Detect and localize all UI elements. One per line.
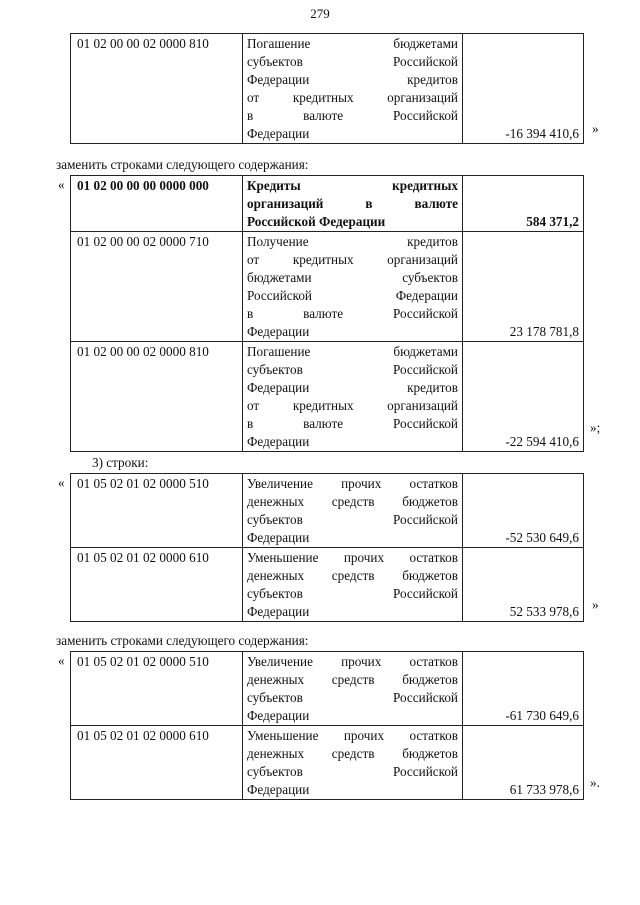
row-code: 01 02 00 00 02 0000 810 <box>71 34 243 144</box>
row-code: 01 02 00 00 02 0000 710 <box>71 232 243 342</box>
table-row <box>71 474 584 548</box>
table-row <box>71 652 584 726</box>
table-row <box>71 34 584 144</box>
row-code: 01 05 02 01 02 0000 610 <box>71 548 243 622</box>
opening-quote: « <box>58 177 65 192</box>
row-description: Уменьшение прочих остатков денежных средств бюджетов субъектов Российской Федерации <box>243 726 463 800</box>
row-amount: -22 594 410,6 <box>463 342 584 452</box>
table-row <box>71 548 584 622</box>
instruction-text: заменить строками следующего содержания: <box>56 633 309 648</box>
row-code: 01 05 02 01 02 0000 510 <box>71 474 243 548</box>
row-description: Получение кредитов от кредитных организаций бюджетами субъектов Российской Федерации в валюте Российской Федерации <box>243 232 463 342</box>
instruction-text: заменить строками следующего содержания: <box>56 157 309 172</box>
table-block-3 <box>70 473 584 622</box>
row-amount: -61 730 649,6 <box>463 652 584 726</box>
page-number: 279 <box>310 6 330 21</box>
row-code: 01 02 00 00 00 0000 000 <box>71 176 243 232</box>
opening-quote: « <box>58 653 65 668</box>
table-row <box>71 726 584 800</box>
opening-quote: « <box>58 475 65 490</box>
row-description: Увеличение прочих остатков денежных средств бюджетов субъектов Российской Федерации <box>243 652 463 726</box>
row-code: 01 05 02 01 02 0000 510 <box>71 652 243 726</box>
table-row <box>71 176 584 232</box>
table-block-1 <box>70 33 584 144</box>
closing-quote: » <box>592 597 599 612</box>
table-row <box>71 342 584 452</box>
table-row <box>71 232 584 342</box>
row-description: Погашение бюджетами субъектов Российской Федерации кредитов от кредитных организаций в валюте Российской Федерации <box>243 342 463 452</box>
table-block-2 <box>70 175 584 452</box>
row-amount: 61 733 978,6 <box>463 726 584 800</box>
row-amount: -16 394 410,6 <box>463 34 584 144</box>
table-block-4 <box>70 651 584 800</box>
row-amount: 584 371,2 <box>463 176 584 232</box>
row-code: 01 02 00 00 02 0000 810 <box>71 342 243 452</box>
row-description: Погашение бюджетами субъектов Российской Федерации кредитов от кредитных организаций в валюте Российской Федерации <box>243 34 463 144</box>
row-amount: 52 533 978,6 <box>463 548 584 622</box>
row-description: Увеличение прочих остатков денежных средств бюджетов субъектов Российской Федерации <box>243 474 463 548</box>
row-description: Уменьшение прочих остатков денежных средств бюджетов субъектов Российской Федерации <box>243 548 463 622</box>
closing-quote: » <box>592 121 599 136</box>
closing-quote: »; <box>590 420 601 435</box>
closing-quote: ». <box>590 775 600 790</box>
row-description: Кредиты кредитных организаций в валюте Российской Федерации <box>243 176 463 232</box>
row-code: 01 05 02 01 02 0000 610 <box>71 726 243 800</box>
row-amount: -52 530 649,6 <box>463 474 584 548</box>
section-heading: 3) строки: <box>92 455 149 470</box>
row-amount: 23 178 781,8 <box>463 232 584 342</box>
